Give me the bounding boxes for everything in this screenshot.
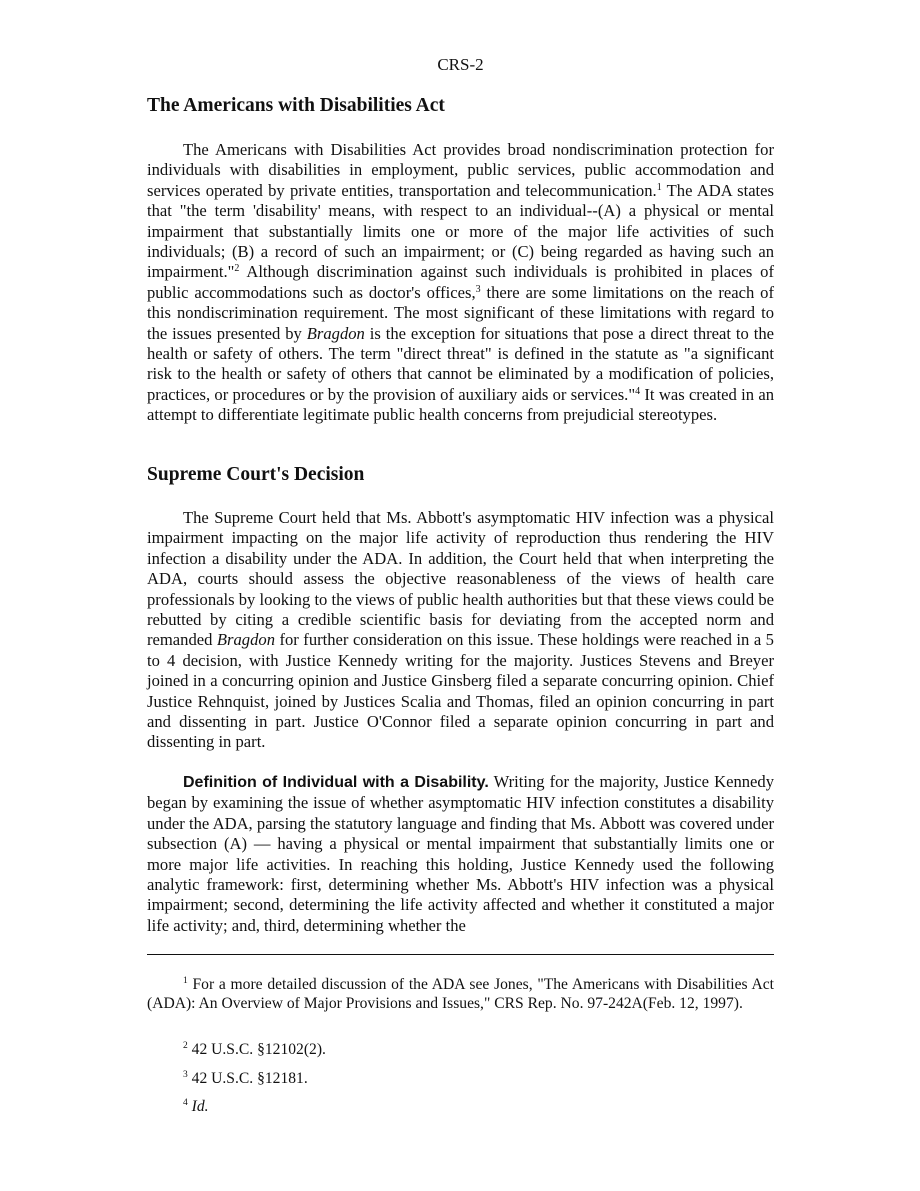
footnote-1: $^1$ For a more detailed discussion of the ADA see Jones, "The Americans with Disabilities Act (ADA): An Overview of Major Provisions and Issues," CRS Rep. No. 97-242A(Feb. 12, 1997). xyxy=(147,976,774,1012)
definition-paragraph: Definition of Individual with a Disability. Writing for the majority, Justice Kennedy began by examining the issue of whether asymptomatic HIV infection constitutes a disability under the ADA, parsing the statutory language and finding that Ms. Abbott was covered under subsection (A) — having a physical or mental impairment that substantially limits one or more major life activities. In reaching this holding, Justice Kennedy used the following analytic framework: first, determining whether Ms. Abbott's HIV infection was a physical impairment; second, determining the life activity affected and whether it constituted a major life activity; and, third, determining whether the xyxy=(147,772,774,935)
run-in-heading: Definition of Individual with a Disability. xyxy=(183,774,489,791)
footnote-2: $^2$ 42 U.S.C. §12102(2). xyxy=(183,1041,326,1058)
case-name: Bragdon xyxy=(216,630,275,650)
footnote-divider xyxy=(147,954,774,955)
page-number: CRS-2 xyxy=(437,55,484,74)
footnote-ref-4[interactable]: 4 xyxy=(635,385,641,397)
footnote-4: $^4$ Id. xyxy=(183,1098,209,1115)
footnote-3: $^3$ 42 U.S.C. §12181. xyxy=(183,1070,308,1087)
footnote-ref-3[interactable]: 3 xyxy=(475,283,481,295)
footnote-ref-1[interactable]: 1 xyxy=(656,181,662,193)
ada-paragraph: The Americans with Disabilities Act provides broad nondiscrimination protection for individuals with disabilities in employment, public services, public accommodation and services operated by private entities, transportation and telecommunication.$^1$ The ADA states that "the term 'disability' means, with respect to an individual--(A) a physical or mental impairment that substantially limits one or more of the major life activities of such individuals; (B) a record of such an impairment; or (C) being regarded as having such an impairment."$^2$ Although discrimination against such individuals is prohibited in places of public accommodations such as doctor's offices,$^3$ there are some limitations on the reach of this nondiscrimination requirement. The most significant of these limitations with regard to the issues presented by Bragdon is the exception for situations that pose a direct threat to the health or safety of others. The term "direct threat" is defined in the statute as "a significant risk to the health or safety of others that cannot be eliminated by a modification of policies, practices, or procedures or by the provision of auxiliary aids or services."$^4$ It was created in an attempt to differentiate legitimate public health concerns from prejudicial stereotypes. xyxy=(147,140,775,425)
section-heading-ada: The Americans with Disabilities Act xyxy=(147,95,445,116)
footnote-ref-2[interactable]: 2 xyxy=(234,263,240,275)
case-name: Bragdon xyxy=(306,323,365,343)
section-heading-decision: Supreme Court's Decision xyxy=(147,464,365,485)
decision-paragraph: The Supreme Court held that Ms. Abbott's asymptomatic HIV infection was a physical impairment impacting on the major life activity of reproduction thus rendering the HIV infection a disability under the ADA. In addition, the Court held that when interpreting the ADA, courts should assess the objective reasonableness of the views of health care professionals by looking to the views of public health authorities but that these views could be rebutted by citing a credible scientific basis for deviating from the accepted norm and remanded Bragdon for further consideration on this issue. These holdings were reached in a 5 to 4 decision, with Justice Kennedy writing for the majority. Justices Stevens and Breyer joined in a concurring opinion and Justice Ginsberg filed a separate concurring opinion. Chief Justice Rehnquist, joined by Justices Scalia and Thomas, filed an opinion concurring in part and dissenting in part. Justice O'Connor filed a separate opinion concurring in part and dissenting in part. xyxy=(147,508,774,752)
